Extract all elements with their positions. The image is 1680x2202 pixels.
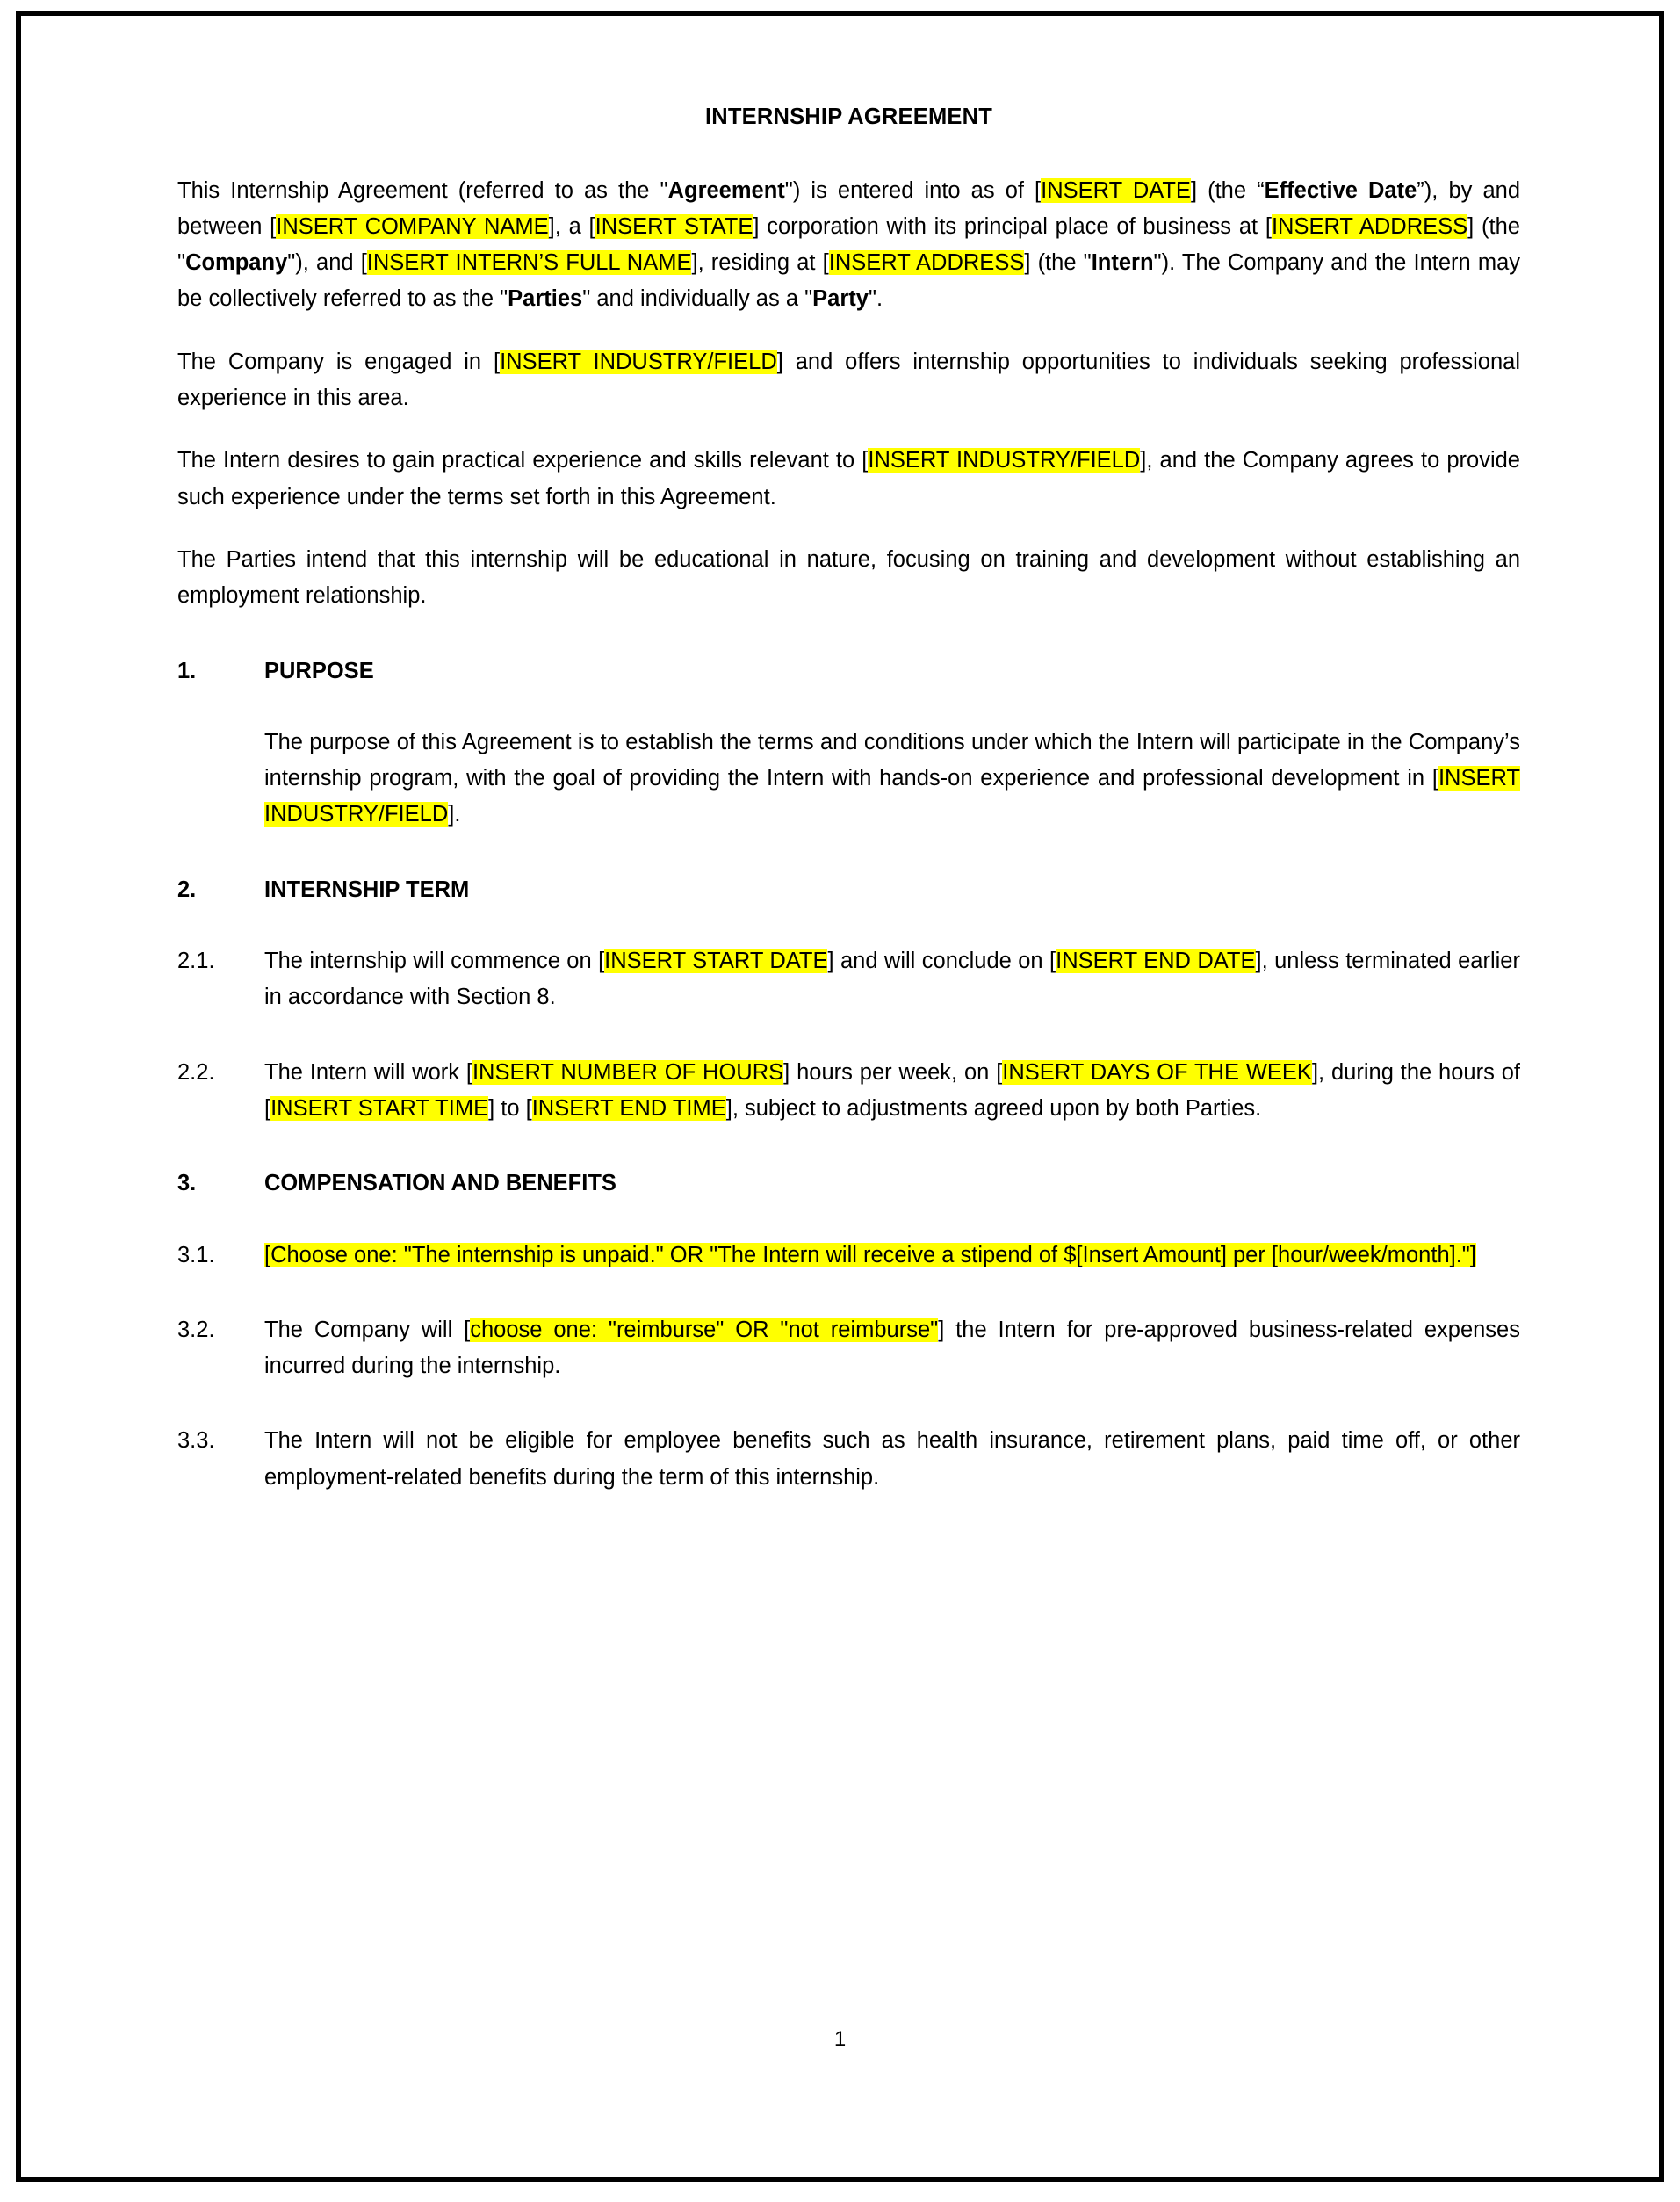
defined-term-effective-date: Effective Date bbox=[1264, 177, 1417, 203]
text-run: ". bbox=[868, 286, 883, 312]
page-number-footer: 1 bbox=[833, 2027, 847, 2051]
section-heading-1 bbox=[177, 653, 1520, 689]
preamble-paragraph-4 bbox=[177, 542, 1520, 615]
clause-number: 3.1. bbox=[177, 1242, 215, 1267]
placeholder-choose-compensation-option[interactable]: [Choose one: "The internship is unpaid." OR "The Intern will receive a stipend of $[Insert Amount] per [hour/week/month]."] bbox=[264, 1242, 1476, 1267]
clause-2-1 bbox=[177, 943, 1520, 1016]
clause-number: 3.2. bbox=[177, 1317, 215, 1342]
text-run: "), and [ bbox=[287, 250, 367, 276]
clause-3-2 bbox=[177, 1312, 1520, 1385]
text-run: ] the Intern for pre-approved business-related expenses incurred during the internship. bbox=[264, 1317, 1520, 1379]
section-number: 1. bbox=[177, 658, 197, 683]
defined-term-intern: Intern bbox=[1091, 250, 1154, 276]
text-run: ”), by and between [ bbox=[177, 177, 1521, 239]
text-run: ] and will conclude on [ bbox=[827, 949, 1056, 974]
text-run: The Intern desires to gain practical experience and skills relevant to [ bbox=[177, 448, 869, 473]
clause-3-3 bbox=[177, 1423, 1520, 1496]
clause-text bbox=[264, 1055, 1520, 1128]
section-number: 3. bbox=[177, 1171, 197, 1196]
section-title: PURPOSE bbox=[264, 658, 374, 683]
text-run: ] (the “ bbox=[1190, 177, 1265, 203]
text-run: ] (the " bbox=[1024, 250, 1092, 276]
clause-text bbox=[264, 1423, 1520, 1496]
placeholder-insert-start-time[interactable]: INSERT START TIME bbox=[270, 1095, 489, 1121]
section-title: COMPENSATION AND BENEFITS bbox=[264, 1171, 616, 1196]
text-run: ], during the hours of [ bbox=[264, 1059, 1520, 1121]
text-run: ] corporation with its principal place of business at [ bbox=[753, 213, 1272, 239]
text-run: ] and offers internship opportunities to individuals seeking professional experience in this area. bbox=[177, 349, 1521, 411]
text-run: ] (the " bbox=[177, 213, 1520, 276]
text-run: ], and the Company agrees to provide such experience under the terms set forth in this Agreement. bbox=[177, 448, 1520, 509]
text-run: ]. bbox=[448, 802, 461, 827]
placeholder-insert-date[interactable]: INSERT DATE bbox=[1041, 177, 1191, 203]
clause-number: 2.2. bbox=[177, 1059, 215, 1085]
preamble-paragraph-1 bbox=[177, 173, 1520, 318]
placeholder-insert-number-of-hours[interactable]: INSERT NUMBER OF HOURS bbox=[472, 1059, 784, 1085]
section-1-body bbox=[264, 725, 1520, 834]
clause-text bbox=[264, 1238, 1520, 1274]
text-run: ], a [ bbox=[548, 213, 595, 239]
page-title: INTERNSHIP AGREEMENT bbox=[704, 105, 993, 129]
text-run: ], subject to adjustments agreed upon by both Parties. bbox=[725, 1095, 1262, 1121]
text-run: " and individually as a " bbox=[582, 286, 813, 312]
text-run: "). The Company and the Intern may be collectively referred to as the " bbox=[177, 250, 1521, 312]
clause-3-1 bbox=[177, 1238, 1520, 1274]
text-run: This Internship Agreement (referred to as the " bbox=[177, 177, 668, 203]
text-run: ], residing at [ bbox=[691, 250, 829, 276]
text-run: ] to [ bbox=[488, 1095, 532, 1121]
section-title: INTERNSHIP TERM bbox=[264, 877, 470, 902]
clause-text bbox=[264, 1312, 1520, 1385]
clause-2-2 bbox=[177, 1055, 1520, 1128]
clause-number: 2.1. bbox=[177, 949, 215, 974]
text-run: The purpose of this Agreement is to establish the terms and conditions under which the Intern will participate in the Company’s internship program, with the goal of providing the Intern with hands-on experience and professional development in [ bbox=[264, 729, 1520, 791]
preamble-paragraph-2 bbox=[177, 344, 1520, 417]
defined-term-party: Party bbox=[812, 286, 869, 312]
preamble-paragraph-3 bbox=[177, 443, 1520, 516]
text-run: ], unless terminated earlier in accordance with Section 8. bbox=[264, 949, 1520, 1010]
clause-number: 3.3. bbox=[177, 1428, 215, 1454]
placeholder-insert-industry-field[interactable]: INSERT INDUSTRY/FIELD bbox=[264, 766, 1520, 827]
text-run: The Company will [ bbox=[264, 1317, 471, 1342]
placeholder-insert-industry-field[interactable]: INSERT INDUSTRY/FIELD bbox=[868, 448, 1141, 473]
placeholder-choose-reimburse-option[interactable]: choose one: "reimburse" OR "not reimburse" bbox=[470, 1317, 939, 1342]
document-page bbox=[16, 11, 1664, 2182]
document-body bbox=[177, 104, 1520, 1534]
text-run: The internship will commence on [ bbox=[264, 949, 605, 974]
text-run: The Intern will not be eligible for employee benefits such as health insurance, retirement plans, paid time off, or other employment-related benefits during the term of this internship. bbox=[264, 1428, 1520, 1490]
text-run: The Company is engaged in [ bbox=[177, 349, 501, 374]
text-run: ") is entered into as of [ bbox=[784, 177, 1042, 203]
placeholder-insert-end-date[interactable]: INSERT END DATE bbox=[1056, 949, 1256, 974]
defined-term-agreement: Agreement bbox=[667, 177, 785, 203]
placeholder-insert-industry-field[interactable]: INSERT INDUSTRY/FIELD bbox=[500, 349, 777, 374]
text-run: ] hours per week, on [ bbox=[783, 1059, 1003, 1085]
defined-term-parties: Parties bbox=[508, 286, 583, 312]
section-heading-2 bbox=[177, 872, 1520, 908]
placeholder-insert-intern-address[interactable]: INSERT ADDRESS bbox=[828, 250, 1025, 276]
text-run: The Parties intend that this internship will be educational in nature, focusing on training and development without establishing an employment relationship. bbox=[177, 546, 1520, 609]
placeholder-insert-end-time[interactable]: INSERT END TIME bbox=[531, 1095, 726, 1121]
placeholder-insert-company-name[interactable]: INSERT COMPANY NAME bbox=[276, 213, 549, 239]
placeholder-insert-intern-full-name[interactable]: INSERT INTERN’S FULL NAME bbox=[366, 250, 692, 276]
placeholder-insert-state[interactable]: INSERT STATE bbox=[595, 213, 753, 239]
section-number: 2. bbox=[177, 877, 197, 902]
text-run: The Intern will work [ bbox=[264, 1059, 472, 1085]
placeholder-insert-days-of-the-week[interactable]: INSERT DAYS OF THE WEEK bbox=[1002, 1059, 1312, 1085]
placeholder-insert-start-date[interactable]: INSERT START DATE bbox=[604, 949, 828, 974]
placeholder-insert-company-address[interactable]: INSERT ADDRESS bbox=[1271, 213, 1468, 239]
section-heading-3 bbox=[177, 1166, 1520, 1202]
defined-term-company: Company bbox=[185, 250, 288, 276]
clause-text bbox=[264, 943, 1520, 1016]
